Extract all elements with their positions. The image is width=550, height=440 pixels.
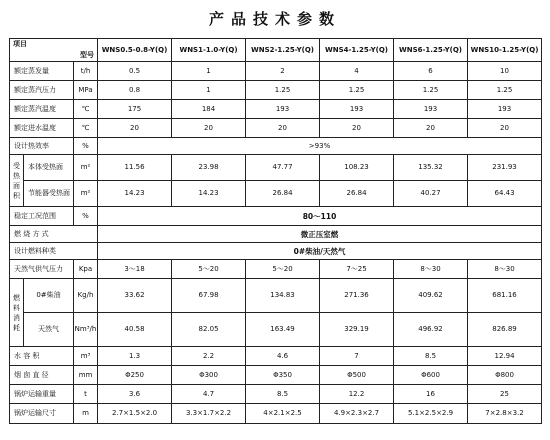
value-cell: Φ600 xyxy=(394,366,468,385)
row-unit: MPa xyxy=(74,81,98,100)
value-cell: 496.92 xyxy=(394,313,468,347)
model-header-cell: WNS0.5-0.8-Y(Q) xyxy=(98,39,172,62)
table-row xyxy=(10,347,542,366)
value-cell: 12.2 xyxy=(320,385,394,404)
row-unit: t xyxy=(74,385,98,404)
row-unit: m³ xyxy=(74,347,98,366)
value-cell: 1 xyxy=(172,62,246,81)
table-row xyxy=(10,155,542,181)
row-label: 本体受热面 xyxy=(24,155,74,181)
value-cell: 2.2 xyxy=(172,347,246,366)
table-row xyxy=(10,138,542,155)
table-row xyxy=(10,260,542,279)
value-cell: 231.93 xyxy=(468,155,542,181)
value-cell: 193 xyxy=(394,100,468,119)
consumption-group-label: 燃料消耗 xyxy=(10,279,24,347)
model-header-cell: WNS6-1.25-Y(Q) xyxy=(394,39,468,62)
row-label: 锅炉运输尺寸 xyxy=(10,404,74,424)
row-label: 天然气供气压力 xyxy=(10,260,74,279)
value-cell: 1.25 xyxy=(246,81,320,100)
value-cell: 329.19 xyxy=(320,313,394,347)
value-cell: 5～20 xyxy=(246,260,320,279)
table-row xyxy=(10,243,542,260)
value-cell: 4.6 xyxy=(246,347,320,366)
value-cell: 20 xyxy=(98,119,172,138)
table-row xyxy=(10,207,542,226)
row-unit: ℃ xyxy=(74,119,98,138)
value-cell: 8～30 xyxy=(394,260,468,279)
table-row xyxy=(10,366,542,385)
value-cell: 20 xyxy=(246,119,320,138)
value-cell: 4.9×2.3×2.7 xyxy=(320,404,394,424)
value-cell: 16 xyxy=(394,385,468,404)
row-label: 额定进水温度 xyxy=(10,119,74,138)
model-header-cell: WNS1-1.0-Y(Q) xyxy=(172,39,246,62)
row-unit: % xyxy=(74,207,98,226)
header-corner-cell xyxy=(10,39,98,62)
value-cell: 20 xyxy=(320,119,394,138)
merged-value-cell: >93% xyxy=(98,138,542,155)
value-cell: 82.05 xyxy=(172,313,246,347)
table-row xyxy=(10,226,542,243)
row-label: 0#柴油 xyxy=(24,279,74,313)
merged-value-cell: 0#柴油/天然气 xyxy=(98,243,542,260)
value-cell: 826.89 xyxy=(468,313,542,347)
value-cell: 184 xyxy=(172,100,246,119)
table-row xyxy=(10,62,542,81)
row-label: 水 容 积 xyxy=(10,347,74,366)
value-cell: 10 xyxy=(468,62,542,81)
value-cell: 11.56 xyxy=(98,155,172,181)
item-header: 项目 xyxy=(13,40,27,48)
value-cell: 33.62 xyxy=(98,279,172,313)
value-cell: 20 xyxy=(394,119,468,138)
table-row xyxy=(10,279,542,313)
value-cell: 7～25 xyxy=(320,260,394,279)
value-cell: 134.83 xyxy=(246,279,320,313)
value-cell: 3.6 xyxy=(98,385,172,404)
value-cell: 5.1×2.5×2.9 xyxy=(394,404,468,424)
value-cell: Φ350 xyxy=(246,366,320,385)
value-cell: 40.58 xyxy=(98,313,172,347)
row-label: 额定蒸汽温度 xyxy=(10,100,74,119)
value-cell: 40.27 xyxy=(394,181,468,207)
row-label: 燃 烧 方 式 xyxy=(10,226,98,243)
value-cell: 163.49 xyxy=(246,313,320,347)
value-cell: 0.5 xyxy=(98,62,172,81)
value-cell: 193 xyxy=(246,100,320,119)
area-group-label: 受热面积 xyxy=(10,155,24,207)
value-cell: 26.84 xyxy=(320,181,394,207)
value-cell: 25 xyxy=(468,385,542,404)
value-cell: 12.94 xyxy=(468,347,542,366)
value-cell: 1.25 xyxy=(468,81,542,100)
value-cell: 4.7 xyxy=(172,385,246,404)
table-row xyxy=(10,181,542,207)
value-cell: 64.43 xyxy=(468,181,542,207)
model-header: 型号 xyxy=(80,51,95,59)
value-cell: 193 xyxy=(468,100,542,119)
spec-table xyxy=(9,38,542,424)
row-label: 设计热效率 xyxy=(10,138,74,155)
value-cell: 1.3 xyxy=(98,347,172,366)
value-cell: 1.25 xyxy=(320,81,394,100)
value-cell: 47.77 xyxy=(246,155,320,181)
value-cell: 409.62 xyxy=(394,279,468,313)
value-cell: 681.16 xyxy=(468,279,542,313)
row-unit: Kpa xyxy=(74,260,98,279)
value-cell: 0.8 xyxy=(98,81,172,100)
value-cell: 14.23 xyxy=(98,181,172,207)
value-cell: 3～18 xyxy=(98,260,172,279)
value-cell: 26.84 xyxy=(246,181,320,207)
row-label: 额定蒸汽压力 xyxy=(10,81,74,100)
page-title: 产品技术参数 xyxy=(208,10,341,28)
row-label: 烟 囱 直 径 xyxy=(10,366,74,385)
table-row xyxy=(10,81,542,100)
table-row xyxy=(10,119,542,138)
value-cell: 271.36 xyxy=(320,279,394,313)
model-header-cell: WNS2-1.25-Y(Q) xyxy=(246,39,320,62)
value-cell: 3.3×1.7×2.2 xyxy=(172,404,246,424)
row-label: 锅炉运输重量 xyxy=(10,385,74,404)
value-cell: 108.23 xyxy=(320,155,394,181)
row-unit: m xyxy=(74,404,98,424)
value-cell: 8.5 xyxy=(394,347,468,366)
row-unit: Kg/h xyxy=(74,279,98,313)
value-cell: 67.98 xyxy=(172,279,246,313)
header-row xyxy=(10,39,542,62)
value-cell: 175 xyxy=(98,100,172,119)
value-cell: 23.98 xyxy=(172,155,246,181)
value-cell: 4 xyxy=(320,62,394,81)
table-row xyxy=(10,313,542,347)
row-unit: mm xyxy=(74,366,98,385)
table-row xyxy=(10,404,542,424)
table-row xyxy=(10,385,542,404)
value-cell: 8～30 xyxy=(468,260,542,279)
value-cell: Φ250 xyxy=(98,366,172,385)
value-cell: 2.7×1.5×2.0 xyxy=(98,404,172,424)
row-label: 天然气 xyxy=(24,313,74,347)
value-cell: 135.32 xyxy=(394,155,468,181)
merged-value-cell: 80～110 xyxy=(98,207,542,226)
row-label: 节能器受热面 xyxy=(24,181,74,207)
model-header-cell: WNS4-1.25-Y(Q) xyxy=(320,39,394,62)
value-cell: 5～20 xyxy=(172,260,246,279)
value-cell: 7×2.8×3.2 xyxy=(468,404,542,424)
row-label: 额定蒸发量 xyxy=(10,62,74,81)
value-cell: 1 xyxy=(172,81,246,100)
row-unit: % xyxy=(74,138,98,155)
model-header-cell: WNS10-1.25-Y(Q) xyxy=(468,39,542,62)
value-cell: 193 xyxy=(320,100,394,119)
value-cell: 8.5 xyxy=(246,385,320,404)
row-label: 设计燃料种类 xyxy=(10,243,98,260)
value-cell: 6 xyxy=(394,62,468,81)
value-cell: 2 xyxy=(246,62,320,81)
row-unit: ℃ xyxy=(74,100,98,119)
table-row xyxy=(10,100,542,119)
merged-value-cell: 微正压室燃 xyxy=(98,226,542,243)
value-cell: Φ800 xyxy=(468,366,542,385)
value-cell: 7 xyxy=(320,347,394,366)
value-cell: 4×2.1×2.5 xyxy=(246,404,320,424)
value-cell: 20 xyxy=(468,119,542,138)
row-unit: m² xyxy=(74,155,98,181)
value-cell: Φ300 xyxy=(172,366,246,385)
row-unit: t/h xyxy=(74,62,98,81)
value-cell: 20 xyxy=(172,119,246,138)
value-cell: 14.23 xyxy=(172,181,246,207)
row-label: 稳定工况范围 xyxy=(10,207,74,226)
value-cell: 1.25 xyxy=(394,81,468,100)
row-unit: Nm³/h xyxy=(74,313,98,347)
row-unit: m² xyxy=(74,181,98,207)
value-cell: Φ500 xyxy=(320,366,394,385)
